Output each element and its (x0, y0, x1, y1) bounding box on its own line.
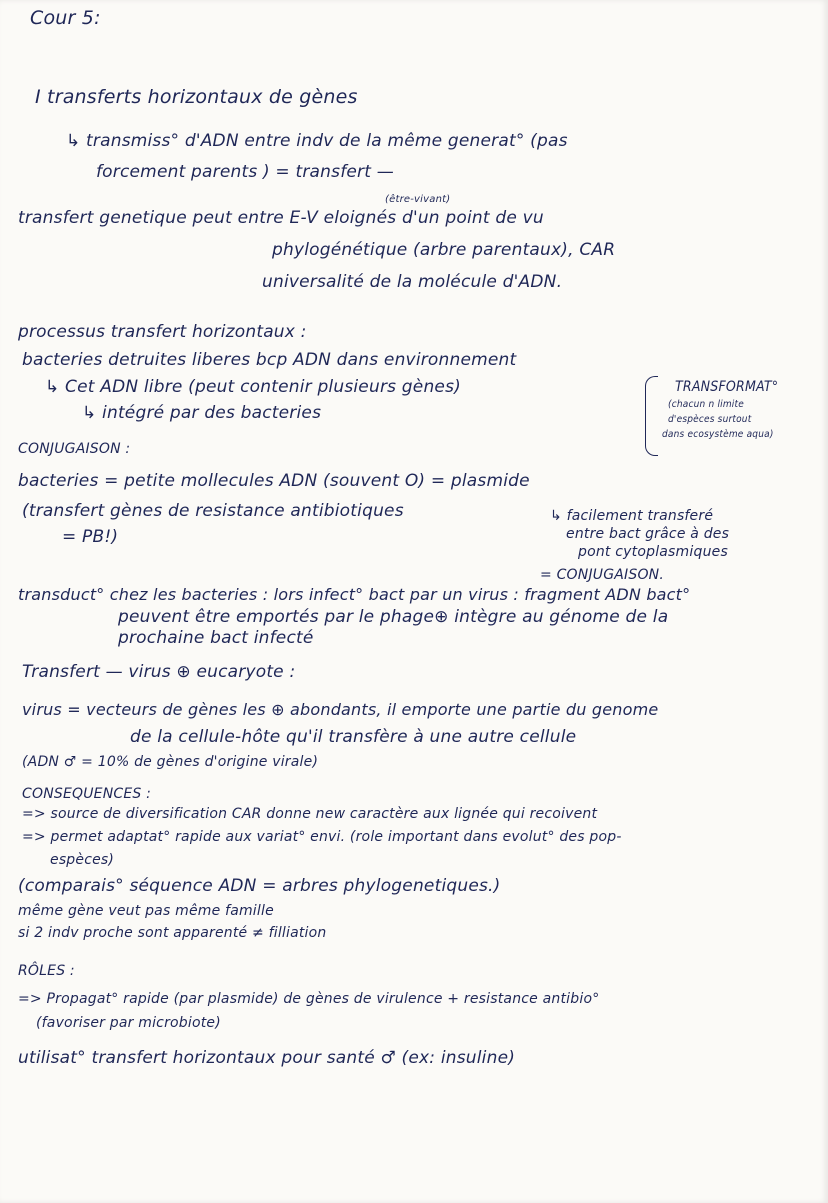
note-line: transduct° chez les bacteries : lors infect° bact par un virus : fragment ADN bact° (18, 585, 691, 604)
note-line: de la cellule-hôte qu'il transfère à une autre cellule (130, 727, 577, 747)
note-line: bacteries detruites liberes bcp ADN dans environnement (22, 350, 517, 370)
note-line: espèces) (50, 852, 115, 868)
note-line: phylogénétique (arbre parentaux), CAR (272, 240, 616, 260)
note-line: (ADN ♂ = 10% de gènes d'origine virale) (22, 754, 319, 770)
note-line: virus = vecteurs de gènes les ⊕ abondants, il emporte une partie du genome (22, 700, 659, 719)
side-note-line: d'espèces surtout (668, 414, 752, 425)
note-line: (transfert gènes de resistance antibiotiques (22, 501, 404, 521)
note-line: ↳ transmiss° d'ADN entre indv de la même generat° (pas (66, 131, 568, 151)
note-line: prochaine bact infecté (118, 628, 314, 648)
brace-mark (645, 376, 658, 456)
side-note-title: TRANSFORMAT° (675, 379, 779, 395)
note-line: => source de diversification CAR donne new caractère aux lignée qui recoivent (22, 806, 598, 822)
side-note-line: entre bact grâce à des (566, 526, 730, 542)
note-line: forcement parents ) = transfert — (96, 162, 394, 182)
note-line: => Propagat° rapide (par plasmide) de gènes de virulence + resistance antibio° (18, 991, 600, 1007)
note-line: = PB!) (62, 527, 119, 547)
section-title-transferts: I transferts horizontaux de gènes (35, 86, 358, 108)
note-line: peuvent être emportés par le phage⊕ intègre au génome de la (118, 607, 669, 627)
subsection-title-virus: Transfert — virus ⊕ eucaryote : (22, 662, 296, 682)
note-line: universalité de la molécule d'ADN. (262, 272, 563, 292)
note-line: bacteries = petite mollecules ADN (souvent O) = plasmide (18, 471, 530, 491)
page-header: Cour 5: (30, 7, 101, 29)
subsection-title-conjugaison: CONJUGAISON : (18, 441, 131, 457)
note-line: utilisat° transfert horizontaux pour santé ♂ (ex: insuline) (18, 1048, 516, 1068)
note-equals-conjugaison: = CONJUGAISON. (540, 567, 665, 583)
subsection-title-consequences: CONSEQUENCES : (22, 786, 152, 802)
note-line: ↳ intégré par des bacteries (82, 403, 322, 423)
note-line: (comparais° séquence ADN = arbres phylogenetiques.) (18, 876, 501, 896)
note-line: ↳ Cet ADN libre (peut contenir plusieurs gènes) (45, 377, 461, 397)
side-note-line: (chacun n limite (668, 399, 744, 410)
side-note-line: dans ecosystème aqua) (662, 429, 774, 440)
note-line: transfert genetique peut entre E-V eloignés d'un point de vu (18, 208, 544, 228)
side-note-line: pont cytoplasmiques (578, 544, 728, 560)
subsection-title-processus: processus transfert horizontaux : (18, 322, 307, 342)
note-line: même gène veut pas même famille (18, 903, 274, 919)
note-annotation: (être-vivant) (385, 194, 451, 205)
subsection-title-roles: RÔLES : (18, 963, 75, 979)
note-line: (favoriser par microbiote) (36, 1015, 221, 1031)
note-line: si 2 indv proche sont apparenté ≠ filliation (18, 925, 327, 941)
note-line: => permet adaptat° rapide aux variat° envi. (role important dans evolut° des pop- (22, 829, 622, 845)
side-note-line: ↳ facilement transferé (550, 508, 714, 524)
